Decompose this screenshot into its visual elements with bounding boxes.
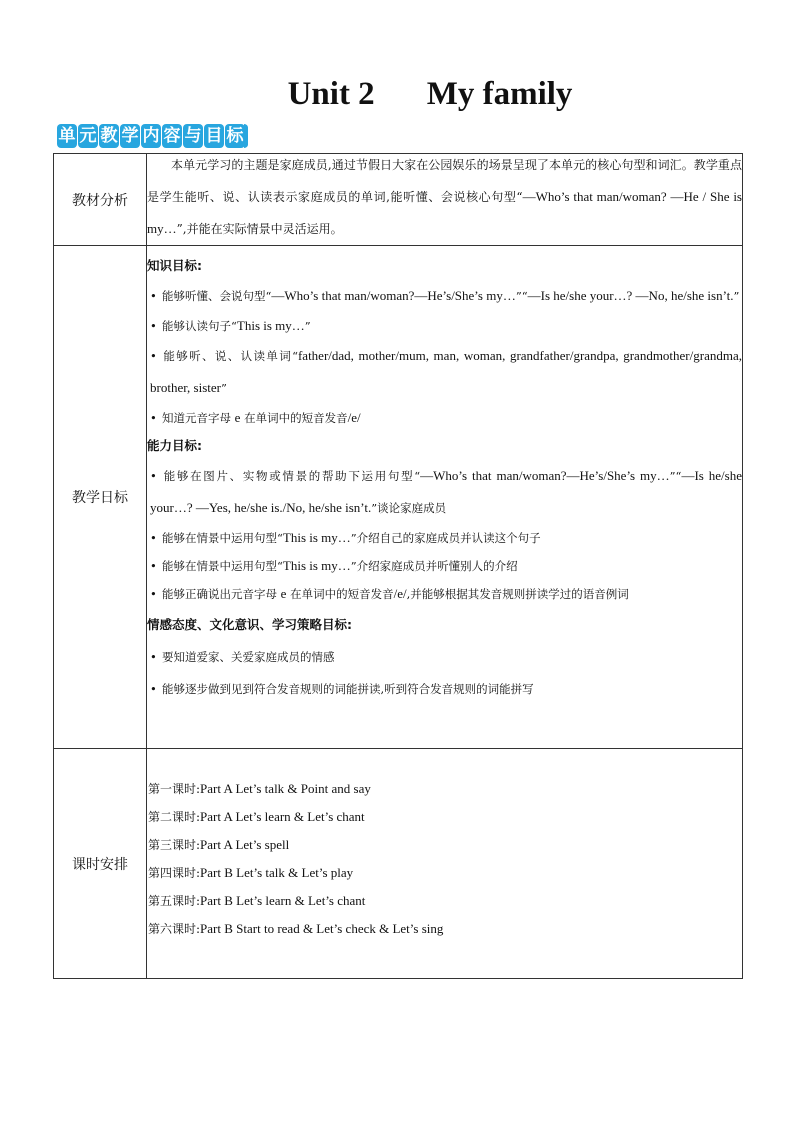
k4-a: 知道元音字母 (162, 411, 235, 425)
lesson-text: Part A Let’s learn & Let’s chant (200, 809, 365, 824)
lesson-item (147, 803, 742, 831)
a1-d: —Is he/she your…? —Yes, he/she is./No, he/she isn’t. (150, 468, 742, 515)
title-topic: My family (426, 76, 573, 112)
lesson-item (147, 915, 742, 943)
e2: 能够逐步做到见到符合发音规则的词能拼读,听到符合发音规则的词能拼写 (162, 682, 534, 696)
bullet-dot: • (150, 319, 157, 333)
k3-a: 能够听、说、认读单词“ (162, 349, 298, 363)
knowledge-heading: 知识目标: (147, 258, 202, 273)
bullet-dot: • (150, 469, 157, 483)
banner-char: 标 (226, 126, 244, 146)
lesson-item (147, 831, 742, 859)
analysis-label: 教材分析 (54, 154, 147, 246)
lesson-text: Part A Let’s talk & Point and say (200, 781, 371, 796)
lesson-number: 第四课时: (148, 866, 201, 880)
a4-e: ,并能够根据其发音规则拼读学过的语音例词 (406, 587, 629, 601)
k3-c: ” (220, 381, 227, 395)
a1-c: ”“ (669, 469, 682, 483)
bullet-dot: • (150, 587, 157, 601)
knowledge-item (147, 404, 742, 432)
a4-c: 在单词中的短音发音 (286, 587, 394, 601)
goals-label: 教学日标 (54, 246, 147, 749)
bullet-dot: • (150, 559, 157, 573)
a1-a: 能够在图片、实物或情景的帮助下运用句型“ (162, 469, 421, 483)
ability-heading: 能力目标: (147, 438, 202, 453)
goals-content (147, 246, 743, 749)
section-banner (57, 124, 248, 151)
k2-c: ” (304, 319, 311, 333)
a3-b: This is my… (282, 558, 351, 573)
analysis-content (147, 154, 743, 246)
analysis-text-a: 本单元学习的主题是家庭成员,通过节假日大家在公园娱乐的场景呈现了本单元的核心句型和词汇。教学重点是学生能听、说、认读表示家庭成员的单词,能听懂、会说核心句型“ (147, 158, 742, 204)
a1-e: ”谈论家庭成员 (371, 501, 447, 515)
bullet-dot: • (150, 289, 157, 303)
bullet-dot: • (150, 349, 157, 363)
lesson-number: 第一课时: (148, 782, 201, 796)
banner-char: 元 (79, 126, 97, 146)
lesson-text: Part B Start to read & Let’s check & Let’s sing (200, 921, 444, 936)
a2-c: ”介绍自己的家庭成员并认读这个句子 (350, 531, 541, 545)
lesson-number: 第六课时: (148, 922, 201, 936)
lesson-number: 第二课时: (148, 810, 201, 824)
a3-a: 能够在情景中运用句型“ (162, 559, 283, 573)
a1-b: —Who’s that man/woman?—He’s/She’s my… (420, 468, 670, 483)
lesson-text: Part A Let’s spell (200, 837, 290, 852)
k2-b: This is my… (236, 318, 305, 333)
a3-c: ”介绍家庭成员并听懂别人的介绍 (350, 559, 518, 573)
banner-char: 容 (163, 126, 181, 146)
k1-d: —Is he/she your…? —No, he/she isn’t. (527, 288, 734, 303)
emotion-item (147, 674, 742, 704)
analysis-text (147, 150, 742, 245)
k4-d: /e/ (347, 410, 361, 425)
banner-char: 教 (100, 126, 118, 146)
k3-b: father/dad, mother/mum, man, woman, grandfather/grandpa, grandmother/grandma, brother, sister (150, 348, 742, 395)
bullet-dot: • (150, 531, 157, 545)
knowledge-item (147, 312, 742, 340)
banner-char: 目 (205, 126, 223, 146)
analysis-text-c: ”,并能在实际情景中灵活运用。 (176, 222, 343, 236)
k1-b: —Who’s that man/woman?—He’s/She’s my… (271, 288, 516, 303)
bullet-dot: • (150, 682, 157, 696)
schedule-label: 课时安排 (54, 749, 147, 979)
k1-c: ”“ (515, 289, 528, 303)
unit-plan-table (53, 153, 743, 979)
analysis-row (54, 154, 743, 246)
a4-a: 能够正确说出元音字母 (162, 587, 281, 601)
lesson-item (147, 859, 742, 887)
goals-row (54, 246, 743, 749)
ability-item (147, 552, 742, 580)
k1-a: 能够听懂、会说句型“ (162, 289, 272, 303)
banner-char: 内 (142, 126, 160, 146)
banner-char: 与 (184, 126, 202, 146)
k2-a: 能够认读句子“ (162, 319, 237, 333)
title-unit: Unit 2 (287, 76, 375, 112)
lesson-item (147, 887, 742, 915)
a2-b: This is my… (282, 530, 351, 545)
schedule-content (147, 749, 743, 979)
banner-char: 学 (121, 126, 139, 146)
ability-item (147, 460, 742, 524)
knowledge-item (147, 340, 742, 404)
emotion-item (147, 640, 742, 674)
e1: 要知道爱家、关爱家庭成员的情感 (162, 650, 335, 664)
ability-item (147, 524, 742, 552)
bullet-dot: • (150, 650, 157, 664)
ability-item (147, 580, 742, 608)
a4-d: /e/ (393, 586, 407, 601)
lesson-number: 第五课时: (148, 894, 201, 908)
lesson-text: Part B Let’s learn & Let’s chant (200, 893, 366, 908)
emotion-heading: 情感态度、文化意识、学习策略目标: (147, 617, 352, 632)
banner-tail (244, 124, 248, 148)
schedule-row (54, 749, 743, 979)
k1-e: ” (733, 289, 740, 303)
lesson-text: Part B Let’s talk & Let’s play (200, 865, 354, 880)
page-title (0, 76, 794, 113)
bullet-dot: • (150, 411, 157, 425)
lesson-item (147, 775, 742, 803)
a4-b: e (280, 586, 287, 601)
k4-c: 在单词中的短音发音 (240, 411, 348, 425)
lesson-number: 第三课时: (148, 838, 201, 852)
analysis-text-b: —Who’s that man/woman? —He / She is my… (147, 189, 742, 236)
a2-a: 能够在情景中运用句型“ (162, 531, 283, 545)
knowledge-item (147, 280, 742, 312)
banner-char: 单 (58, 126, 76, 146)
k4-b: e (234, 410, 241, 425)
